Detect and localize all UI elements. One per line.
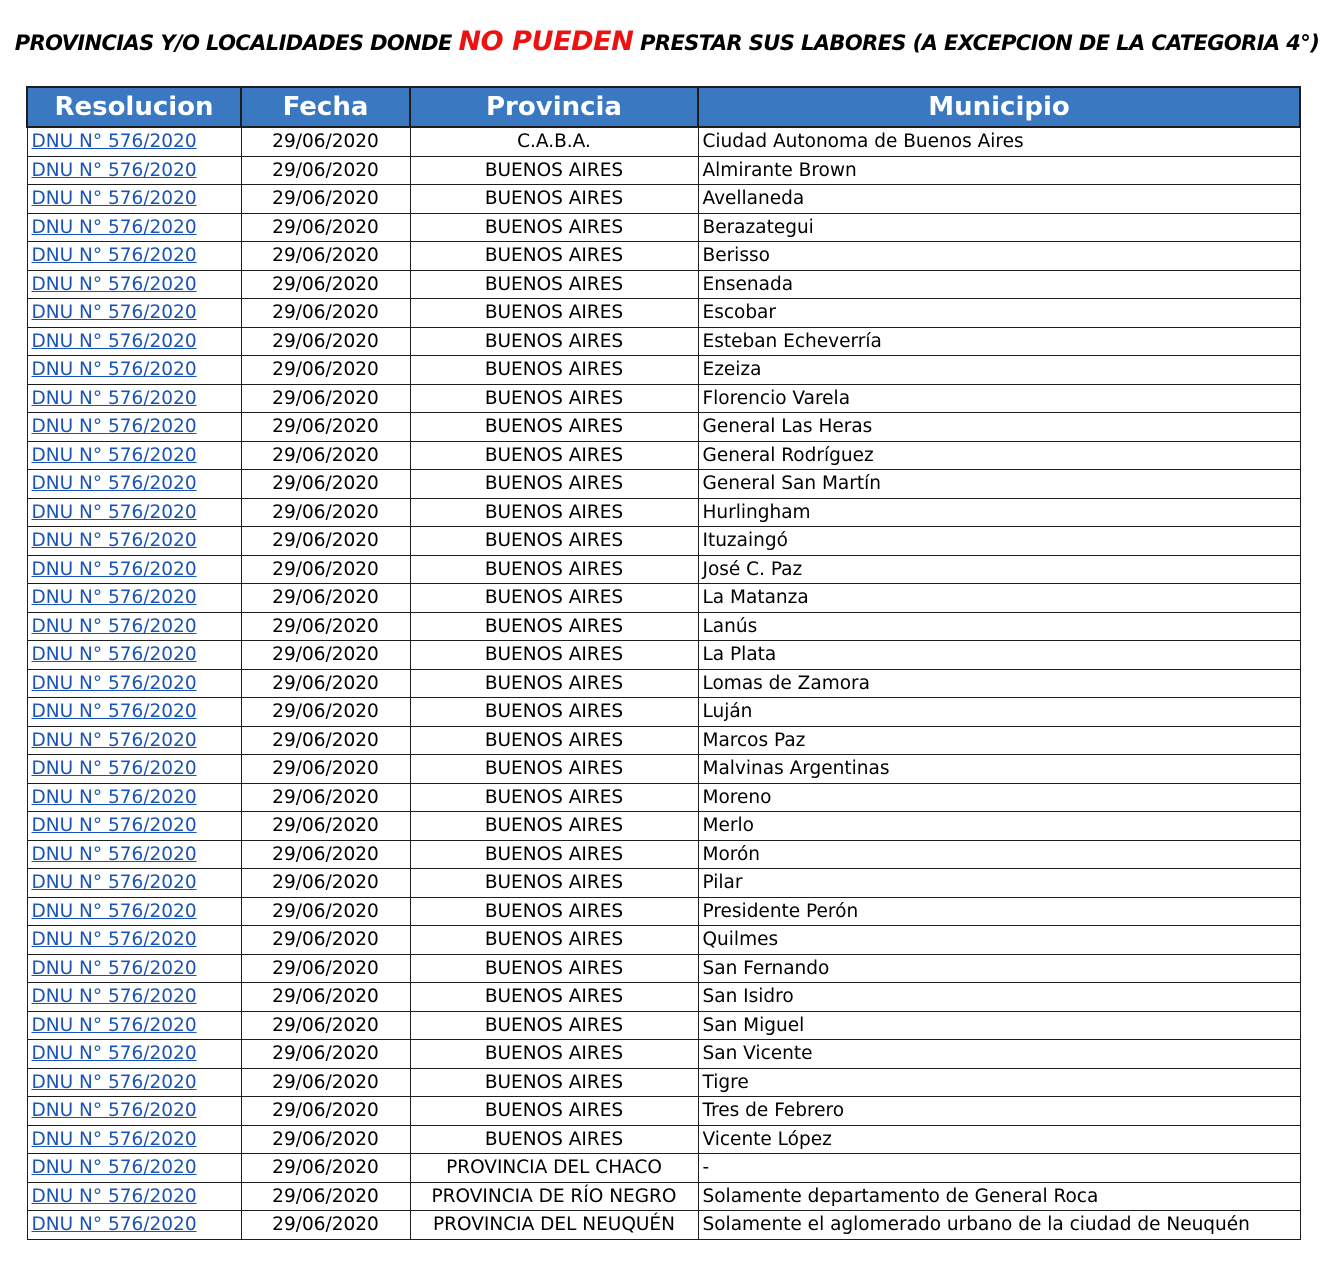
municipio-cell: -	[698, 1154, 1300, 1183]
table-row	[27, 897, 1300, 926]
provincia-cell: BUENOS AIRES	[410, 840, 698, 869]
resolucion-link[interactable]: DNU N° 576/2020	[31, 929, 197, 951]
fecha-cell: 29/06/2020	[241, 1211, 410, 1240]
fecha-cell: 29/06/2020	[241, 527, 410, 556]
provincia-cell: BUENOS AIRES	[410, 555, 698, 584]
fecha-cell: 29/06/2020	[241, 127, 410, 156]
municipio-cell: Luján	[698, 698, 1300, 727]
municipio-cell: Pilar	[698, 869, 1300, 898]
column-header-resolucion: Resolucion	[27, 87, 241, 127]
table-row	[27, 413, 1300, 442]
provincia-cell: BUENOS AIRES	[410, 897, 698, 926]
resolucion-link[interactable]: DNU N° 576/2020	[31, 444, 197, 466]
municipio-cell: Malvinas Argentinas	[698, 755, 1300, 784]
resolucion-cell	[27, 612, 241, 641]
fecha-cell: 29/06/2020	[241, 1068, 410, 1097]
table-row	[27, 869, 1300, 898]
resolucion-link[interactable]: DNU N° 576/2020	[31, 1185, 197, 1207]
table-row	[27, 1211, 1300, 1240]
provincia-cell: BUENOS AIRES	[410, 327, 698, 356]
municipio-cell: Quilmes	[698, 926, 1300, 955]
table-row	[27, 441, 1300, 470]
fecha-cell: 29/06/2020	[241, 185, 410, 214]
fecha-cell: 29/06/2020	[241, 926, 410, 955]
municipio-cell: Esteban Echeverría	[698, 327, 1300, 356]
table-row	[27, 641, 1300, 670]
resolucion-link[interactable]: DNU N° 576/2020	[31, 473, 197, 495]
provincia-cell: BUENOS AIRES	[410, 869, 698, 898]
provincia-cell: BUENOS AIRES	[410, 1011, 698, 1040]
resolucion-link[interactable]: DNU N° 576/2020	[31, 245, 197, 267]
municipio-cell: Avellaneda	[698, 185, 1300, 214]
provincia-cell: BUENOS AIRES	[410, 783, 698, 812]
table-row	[27, 1154, 1300, 1183]
resolucion-link[interactable]: DNU N° 576/2020	[31, 872, 197, 894]
provincia-cell: BUENOS AIRES	[410, 413, 698, 442]
resolutions-table	[26, 86, 1301, 1240]
provincia-cell: BUENOS AIRES	[410, 954, 698, 983]
table-row	[27, 840, 1300, 869]
resolucion-cell	[27, 1154, 241, 1183]
fecha-cell: 29/06/2020	[241, 897, 410, 926]
table-row	[27, 1040, 1300, 1069]
table-row	[27, 156, 1300, 185]
fecha-cell: 29/06/2020	[241, 213, 410, 242]
fecha-cell: 29/06/2020	[241, 270, 410, 299]
resolucion-cell	[27, 783, 241, 812]
table-row	[27, 755, 1300, 784]
resolucion-link[interactable]: DNU N° 576/2020	[31, 786, 197, 808]
resolucion-link[interactable]: DNU N° 576/2020	[31, 416, 197, 438]
municipio-cell: San Miguel	[698, 1011, 1300, 1040]
resolucion-link[interactable]: DNU N° 576/2020	[31, 1128, 197, 1150]
resolucion-link[interactable]: DNU N° 576/2020	[31, 302, 197, 324]
resolucion-link[interactable]: DNU N° 576/2020	[31, 957, 197, 979]
table-row	[27, 669, 1300, 698]
municipio-cell: San Vicente	[698, 1040, 1300, 1069]
municipio-cell: Tigre	[698, 1068, 1300, 1097]
table-row	[27, 783, 1300, 812]
fecha-cell: 29/06/2020	[241, 1040, 410, 1069]
resolucion-link[interactable]: DNU N° 576/2020	[31, 216, 197, 238]
provincia-cell: BUENOS AIRES	[410, 270, 698, 299]
municipio-cell: General Las Heras	[698, 413, 1300, 442]
resolucion-cell	[27, 669, 241, 698]
table-row	[27, 185, 1300, 214]
fecha-cell: 29/06/2020	[241, 356, 410, 385]
resolucion-link[interactable]: DNU N° 576/2020	[31, 1014, 197, 1036]
table-row	[27, 384, 1300, 413]
municipio-cell: Solamente departamento de General Roca	[698, 1182, 1300, 1211]
fecha-cell: 29/06/2020	[241, 498, 410, 527]
resolucion-link[interactable]: DNU N° 576/2020	[31, 729, 197, 751]
municipio-cell: Solamente el aglomerado urbano de la ciudad de Neuquén	[698, 1211, 1300, 1240]
resolucion-link[interactable]: DNU N° 576/2020	[31, 1214, 197, 1236]
table-row	[27, 926, 1300, 955]
resolucion-cell	[27, 384, 241, 413]
fecha-cell: 29/06/2020	[241, 698, 410, 727]
fecha-cell: 29/06/2020	[241, 384, 410, 413]
municipio-cell: Marcos Paz	[698, 726, 1300, 755]
resolucion-cell	[27, 213, 241, 242]
provincia-cell: BUENOS AIRES	[410, 612, 698, 641]
resolucion-cell	[27, 185, 241, 214]
resolucion-link[interactable]: DNU N° 576/2020	[31, 815, 197, 837]
fecha-cell: 29/06/2020	[241, 470, 410, 499]
fecha-cell: 29/06/2020	[241, 869, 410, 898]
resolucion-cell	[27, 1211, 241, 1240]
table-row	[27, 1182, 1300, 1211]
resolucion-cell	[27, 897, 241, 926]
provincia-cell: BUENOS AIRES	[410, 242, 698, 271]
page-title	[0, 24, 1334, 60]
municipio-cell: Lomas de Zamora	[698, 669, 1300, 698]
resolucion-cell	[27, 470, 241, 499]
resolucion-cell	[27, 1068, 241, 1097]
provincia-cell: BUENOS AIRES	[410, 1125, 698, 1154]
resolucion-link[interactable]: DNU N° 576/2020	[31, 644, 197, 666]
provincia-cell: BUENOS AIRES	[410, 441, 698, 470]
table-row	[27, 213, 1300, 242]
resolucion-cell	[27, 869, 241, 898]
resolucion-link[interactable]: DNU N° 576/2020	[31, 587, 197, 609]
fecha-cell: 29/06/2020	[241, 1182, 410, 1211]
resolucion-link[interactable]: DNU N° 576/2020	[31, 159, 197, 181]
title-highlight: NO PUEDEN	[458, 26, 634, 57]
table-row	[27, 527, 1300, 556]
fecha-cell: 29/06/2020	[241, 1154, 410, 1183]
fecha-cell: 29/06/2020	[241, 584, 410, 613]
title-before: PROVINCIAS Y/O LOCALIDADES DONDE	[14, 31, 459, 55]
municipio-cell: Hurlingham	[698, 498, 1300, 527]
provincia-cell: BUENOS AIRES	[410, 527, 698, 556]
table-row	[27, 127, 1300, 156]
provincia-cell: BUENOS AIRES	[410, 213, 698, 242]
provincia-cell: BUENOS AIRES	[410, 470, 698, 499]
resolucion-link[interactable]: DNU N° 576/2020	[31, 131, 197, 153]
fecha-cell: 29/06/2020	[241, 641, 410, 670]
resolucion-cell	[27, 413, 241, 442]
resolucion-cell	[27, 1011, 241, 1040]
municipio-cell: Escobar	[698, 299, 1300, 328]
resolucion-cell	[27, 584, 241, 613]
resolucion-link[interactable]: DNU N° 576/2020	[31, 1100, 197, 1122]
fecha-cell: 29/06/2020	[241, 555, 410, 584]
municipio-cell: Florencio Varela	[698, 384, 1300, 413]
municipio-cell: San Isidro	[698, 983, 1300, 1012]
municipio-cell: La Matanza	[698, 584, 1300, 613]
column-header-provincia: Provincia	[410, 87, 698, 127]
municipio-cell: La Plata	[698, 641, 1300, 670]
resolucion-link[interactable]: DNU N° 576/2020	[31, 530, 197, 552]
table-row	[27, 954, 1300, 983]
municipio-cell: Vicente López	[698, 1125, 1300, 1154]
municipio-cell: Ciudad Autonoma de Buenos Aires	[698, 127, 1300, 156]
table-row	[27, 726, 1300, 755]
header-row	[27, 87, 1300, 127]
resolucion-link[interactable]: DNU N° 576/2020	[31, 1043, 197, 1065]
municipio-cell: Berisso	[698, 242, 1300, 271]
resolucion-cell	[27, 299, 241, 328]
municipio-cell: Ituzaingó	[698, 527, 1300, 556]
municipio-cell: General San Martín	[698, 470, 1300, 499]
table-row	[27, 812, 1300, 841]
resolucion-cell	[27, 983, 241, 1012]
provincia-cell: BUENOS AIRES	[410, 926, 698, 955]
resolucion-link[interactable]: DNU N° 576/2020	[31, 1071, 197, 1093]
resolucion-link[interactable]: DNU N° 576/2020	[31, 900, 197, 922]
provincia-cell: BUENOS AIRES	[410, 299, 698, 328]
table-row	[27, 1068, 1300, 1097]
resolucion-link[interactable]: DNU N° 576/2020	[31, 558, 197, 580]
resolucion-cell	[27, 498, 241, 527]
provincia-cell: BUENOS AIRES	[410, 641, 698, 670]
municipio-cell: José C. Paz	[698, 555, 1300, 584]
provincia-cell: BUENOS AIRES	[410, 669, 698, 698]
provincia-cell: BUENOS AIRES	[410, 755, 698, 784]
provincia-cell: BUENOS AIRES	[410, 356, 698, 385]
provincia-cell: BUENOS AIRES	[410, 698, 698, 727]
resolucion-cell	[27, 356, 241, 385]
provincia-cell: BUENOS AIRES	[410, 812, 698, 841]
municipio-cell: Tres de Febrero	[698, 1097, 1300, 1126]
resolucion-cell	[27, 1125, 241, 1154]
resolucion-cell	[27, 726, 241, 755]
resolucion-cell	[27, 441, 241, 470]
resolucion-link[interactable]: DNU N° 576/2020	[31, 986, 197, 1008]
municipio-cell: Lanús	[698, 612, 1300, 641]
provincia-cell: BUENOS AIRES	[410, 1097, 698, 1126]
fecha-cell: 29/06/2020	[241, 441, 410, 470]
fecha-cell: 29/06/2020	[241, 812, 410, 841]
provincia-cell: PROVINCIA DEL NEUQUÉN	[410, 1211, 698, 1240]
resolucion-link[interactable]: DNU N° 576/2020	[31, 330, 197, 352]
resolucion-cell	[27, 270, 241, 299]
resolucion-cell	[27, 840, 241, 869]
resolucion-cell	[27, 926, 241, 955]
provincia-cell: BUENOS AIRES	[410, 983, 698, 1012]
resolucion-link[interactable]: DNU N° 576/2020	[31, 1157, 197, 1179]
table-row	[27, 242, 1300, 271]
resolucion-cell	[27, 1040, 241, 1069]
resolucion-cell	[27, 641, 241, 670]
provincia-cell: PROVINCIA DEL CHACO	[410, 1154, 698, 1183]
table-row	[27, 698, 1300, 727]
table-body	[27, 127, 1300, 1239]
fecha-cell: 29/06/2020	[241, 669, 410, 698]
provincia-cell: BUENOS AIRES	[410, 1040, 698, 1069]
municipio-cell: Moreno	[698, 783, 1300, 812]
resolucion-cell	[27, 954, 241, 983]
fecha-cell: 29/06/2020	[241, 413, 410, 442]
municipio-cell: Merlo	[698, 812, 1300, 841]
municipio-cell: Berazategui	[698, 213, 1300, 242]
table-row	[27, 983, 1300, 1012]
provincia-cell: BUENOS AIRES	[410, 185, 698, 214]
fecha-cell: 29/06/2020	[241, 954, 410, 983]
fecha-cell: 29/06/2020	[241, 726, 410, 755]
table-row	[27, 1097, 1300, 1126]
resolucion-cell	[27, 1097, 241, 1126]
resolucion-cell	[27, 156, 241, 185]
provincia-cell: BUENOS AIRES	[410, 498, 698, 527]
table-row	[27, 270, 1300, 299]
fecha-cell: 29/06/2020	[241, 755, 410, 784]
fecha-cell: 29/06/2020	[241, 1097, 410, 1126]
resolucion-link[interactable]: DNU N° 576/2020	[31, 672, 197, 694]
fecha-cell: 29/06/2020	[241, 1011, 410, 1040]
municipio-cell: San Fernando	[698, 954, 1300, 983]
fecha-cell: 29/06/2020	[241, 783, 410, 812]
municipio-cell: Ensenada	[698, 270, 1300, 299]
resolucion-cell	[27, 1182, 241, 1211]
table-row	[27, 612, 1300, 641]
resolucion-link[interactable]: DNU N° 576/2020	[31, 387, 197, 409]
resolucion-link[interactable]: DNU N° 576/2020	[31, 758, 197, 780]
municipio-cell: General Rodríguez	[698, 441, 1300, 470]
resolucion-link[interactable]: DNU N° 576/2020	[31, 615, 197, 637]
fecha-cell: 29/06/2020	[241, 1125, 410, 1154]
municipio-cell: Almirante Brown	[698, 156, 1300, 185]
table-row	[27, 584, 1300, 613]
resolucion-cell	[27, 127, 241, 156]
provincia-cell: BUENOS AIRES	[410, 1068, 698, 1097]
resolucion-link[interactable]: DNU N° 576/2020	[31, 501, 197, 523]
table-row	[27, 555, 1300, 584]
resolucion-link[interactable]: DNU N° 576/2020	[31, 359, 197, 381]
resolucion-cell	[27, 555, 241, 584]
resolucion-cell	[27, 812, 241, 841]
provincia-cell: C.A.B.A.	[410, 127, 698, 156]
table-row	[27, 356, 1300, 385]
resolucion-cell	[27, 242, 241, 271]
resolucion-link[interactable]: DNU N° 576/2020	[31, 273, 197, 295]
municipio-cell: Presidente Perón	[698, 897, 1300, 926]
resolucion-link[interactable]: DNU N° 576/2020	[31, 188, 197, 210]
fecha-cell: 29/06/2020	[241, 983, 410, 1012]
provincia-cell: BUENOS AIRES	[410, 156, 698, 185]
table-row	[27, 327, 1300, 356]
fecha-cell: 29/06/2020	[241, 242, 410, 271]
table-row	[27, 1011, 1300, 1040]
fecha-cell: 29/06/2020	[241, 299, 410, 328]
fecha-cell: 29/06/2020	[241, 327, 410, 356]
table-row	[27, 498, 1300, 527]
column-header-fecha: Fecha	[241, 87, 410, 127]
title-after: PRESTAR SUS LABORES (A EXCEPCION DE LA CATEGORIA 4°)	[633, 31, 1320, 55]
provincia-cell: BUENOS AIRES	[410, 384, 698, 413]
table-row	[27, 1125, 1300, 1154]
resolucion-cell	[27, 698, 241, 727]
resolucion-cell	[27, 755, 241, 784]
municipio-cell: Ezeiza	[698, 356, 1300, 385]
table-row	[27, 299, 1300, 328]
municipio-cell: Morón	[698, 840, 1300, 869]
fecha-cell: 29/06/2020	[241, 156, 410, 185]
table-row	[27, 470, 1300, 499]
provincia-cell: PROVINCIA DE RÍO NEGRO	[410, 1182, 698, 1211]
provincia-cell: BUENOS AIRES	[410, 584, 698, 613]
resolucion-link[interactable]: DNU N° 576/2020	[31, 843, 197, 865]
fecha-cell: 29/06/2020	[241, 612, 410, 641]
resolucion-cell	[27, 327, 241, 356]
fecha-cell: 29/06/2020	[241, 840, 410, 869]
column-header-municipio: Municipio	[698, 87, 1300, 127]
resolucion-link[interactable]: DNU N° 576/2020	[31, 701, 197, 723]
provincia-cell: BUENOS AIRES	[410, 726, 698, 755]
resolucion-cell	[27, 527, 241, 556]
